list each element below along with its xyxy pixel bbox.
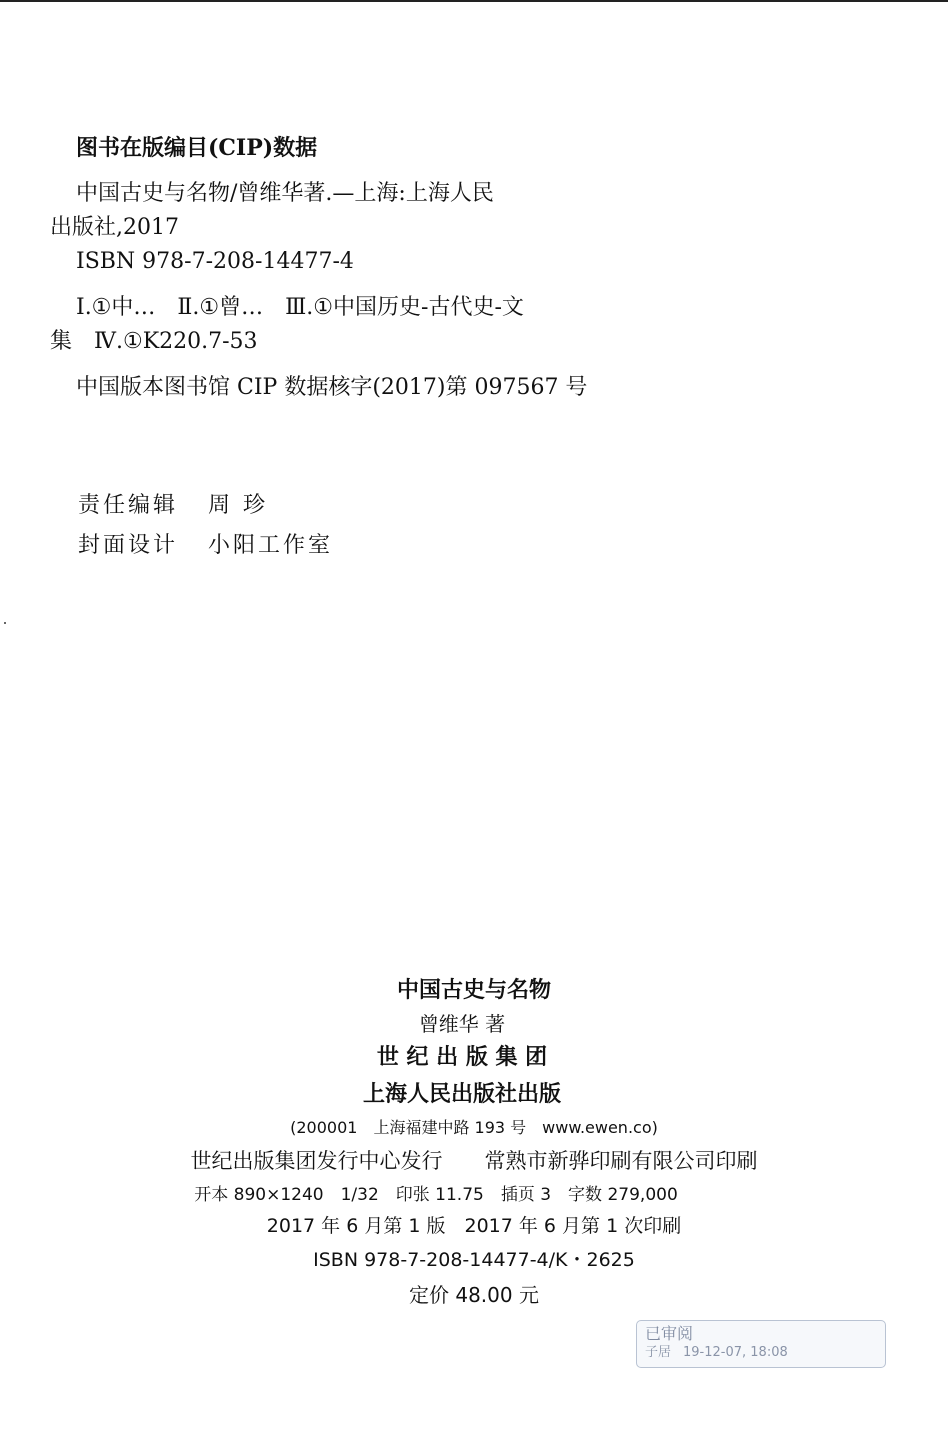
cip-subject-line-2: 集 Ⅳ.①K220.7-53 bbox=[50, 329, 258, 354]
author-credit: 曾维华 著 bbox=[418, 1012, 506, 1036]
price: 定价 48.00 元 bbox=[409, 1283, 539, 1307]
editor-name: 周 珍 bbox=[208, 493, 268, 518]
cip-title-line: 中国古史与名物/曾维华著.—上海:上海人民 bbox=[76, 181, 494, 206]
editor-credit bbox=[78, 492, 268, 520]
reviewer-name: 子居 bbox=[645, 1345, 672, 1360]
review-meta bbox=[645, 1344, 877, 1362]
publisher-address: (200001 上海福建中路 193 号 www.ewen.co) bbox=[290, 1118, 658, 1137]
cip-isbn-line: ISBN 978-7-208-14477-4 bbox=[76, 249, 354, 274]
book-title: 中国古史与名物 bbox=[396, 978, 551, 1003]
cover-design-name: 小阳工作室 bbox=[208, 533, 334, 558]
publishing-group: 世 纪 出 版 集 团 bbox=[376, 1045, 548, 1070]
top-border-rule bbox=[0, 0, 948, 2]
cip-heading: 图书在版编目(CIP)数据 bbox=[76, 135, 318, 161]
cover-design-label: 封面设计 bbox=[78, 533, 179, 558]
review-datetime: 19-12-07, 18:08 bbox=[683, 1345, 788, 1360]
cip-subject-line-1: Ⅰ.①中… Ⅱ.①曾… Ⅲ.①中国历史-古代史-文 bbox=[76, 295, 524, 320]
review-status: 已审阅 bbox=[645, 1324, 694, 1343]
margin-mark bbox=[4, 622, 6, 624]
distributor-printer: 世纪出版集团发行中心发行 常熟市新骅印刷有限公司印刷 bbox=[190, 1149, 758, 1173]
publisher-name: 上海人民出版社出版 bbox=[362, 1082, 561, 1107]
review-stamp bbox=[636, 1320, 886, 1368]
cip-verification-number: 中国版本图书馆 CIP 数据核字(2017)第 097567 号 bbox=[76, 375, 588, 400]
editor-label: 责任编辑 bbox=[78, 493, 179, 518]
cover-design-credit bbox=[78, 532, 333, 560]
book-specs: 开本 890×1240 1/32 印张 11.75 插页 3 字数 279,000 bbox=[194, 1185, 678, 1205]
edition-info: 2017 年 6 月第 1 版 2017 年 6 月第 1 次印刷 bbox=[266, 1215, 682, 1237]
isbn-full: ISBN 978-7-208-14477-4/K・2625 bbox=[313, 1249, 635, 1271]
cip-publisher-line: 出版社,2017 bbox=[50, 215, 179, 240]
